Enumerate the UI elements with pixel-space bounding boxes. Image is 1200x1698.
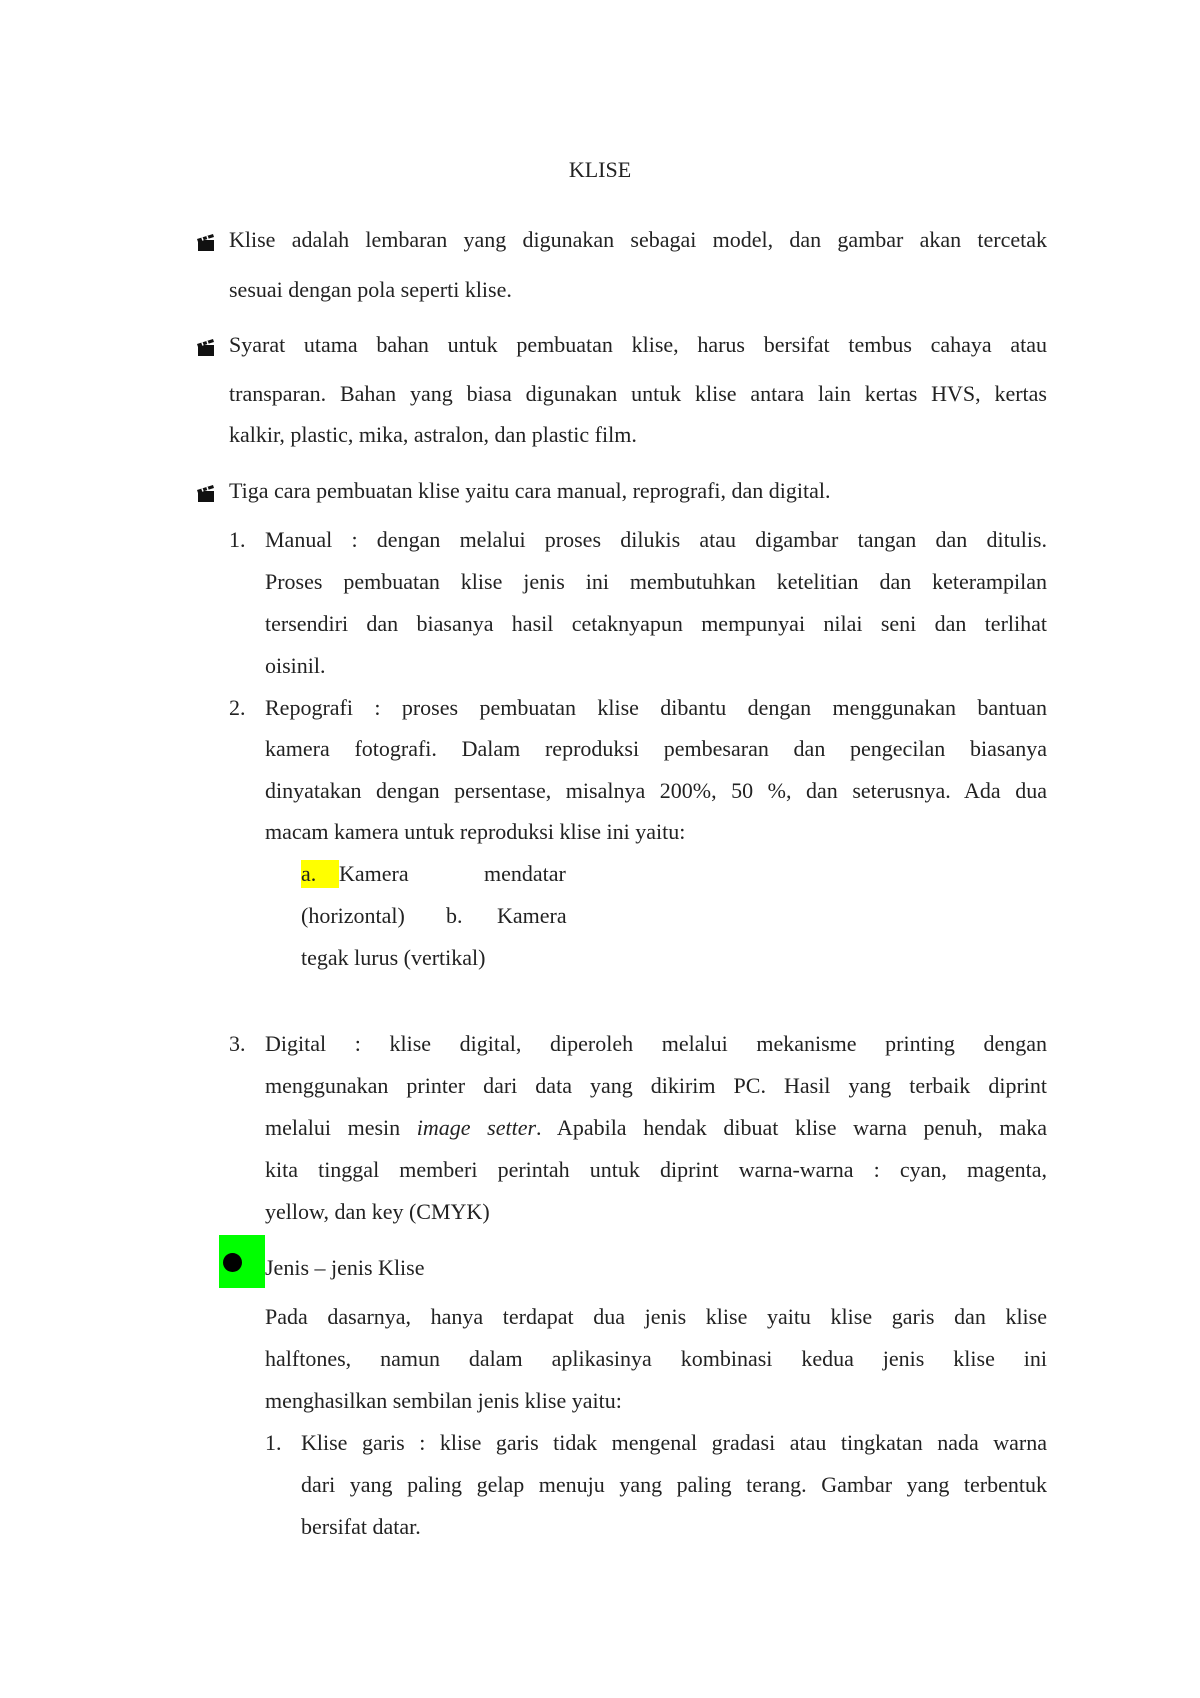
page-title: KLISE xyxy=(568,157,632,182)
method-3-line-3-italic: image setter xyxy=(416,1115,537,1140)
method-2-line-4: macam kamera untuk reproduksi klise ini yaitu: xyxy=(265,819,686,844)
method-1-number: 1. xyxy=(229,527,246,552)
bullet-1-line-1: Klise adalah lembaran yang digunakan sebagai model, dan gambar akan tercetak xyxy=(229,227,1047,252)
clapperboard-icon xyxy=(196,231,216,253)
clapperboard-icon xyxy=(196,482,216,504)
sub-item-b-marker: b. xyxy=(446,903,463,928)
jenis-para-line-2: halftones, namun dalam aplikasinya kombinasi kedua jenis klise ini xyxy=(265,1346,1047,1371)
method-3-number: 3. xyxy=(229,1031,246,1056)
method-1-line-3: tersendiri dan biasanya hasil cetaknyapun mempunyai nilai seni dan terlihat xyxy=(265,611,1047,636)
method-3-line-1: Digital : klise digital, diperoleh melalui mekanisme printing dengan xyxy=(265,1031,1047,1056)
sub-item-b-line: tegak lurus (vertikal) xyxy=(301,945,486,970)
bullet-3-line-1: Tiga cara pembuatan klise yaitu cara manual, reprografi, dan digital. xyxy=(229,478,831,503)
jenis-para-line-1: Pada dasarnya, hanya terdapat dua jenis klise yaitu klise garis dan klise xyxy=(265,1304,1047,1329)
sub-item-a-word-1: Kamera xyxy=(339,861,409,886)
method-3-line-3 xyxy=(265,1114,1047,1142)
jenis-item-1-line-1: Klise garis : klise garis tidak mengenal gradasi atau tingkatan nada warna xyxy=(301,1430,1047,1455)
jenis-heading: Jenis – jenis Klise xyxy=(265,1255,425,1280)
round-bullet-icon xyxy=(223,1253,242,1272)
clapperboard-icon xyxy=(196,336,216,358)
method-2-line-2: kamera fotografi. Dalam reproduksi pembesaran dan pengecilan biasanya xyxy=(265,736,1047,761)
method-3-line-4: kita tinggal memberi perintah untuk diprint warna-warna : cyan, magenta, xyxy=(265,1157,1047,1182)
sub-item-a-word-2: mendatar xyxy=(484,861,566,886)
sub-item-b-word-1: Kamera xyxy=(497,903,567,928)
bullet-2-line-3: kalkir, plastic, mika, astralon, dan plastic film. xyxy=(229,422,637,447)
method-1-line-1: Manual : dengan melalui proses dilukis atau digambar tangan dan ditulis. xyxy=(265,527,1047,552)
method-3-line-3-post: . Apabila hendak dibuat klise warna penuh, maka xyxy=(536,1115,1047,1140)
method-3-line-3-pre: melalui mesin xyxy=(265,1115,417,1140)
method-1-line-2: Proses pembuatan klise jenis ini membutuhkan ketelitian dan keterampilan xyxy=(265,569,1047,594)
sub-item-a-marker: a. xyxy=(301,860,339,888)
jenis-para-line-3: menghasilkan sembilan jenis klise yaitu: xyxy=(265,1388,622,1413)
jenis-item-1-line-2: dari yang paling gelap menuju yang paling terang. Gambar yang terbentuk xyxy=(301,1472,1047,1497)
bullet-2-line-2: transparan. Bahan yang biasa digunakan untuk klise antara lain kertas HVS, kertas xyxy=(229,381,1047,406)
method-3-line-2: menggunakan printer dari data yang dikirim PC. Hasil yang terbaik diprint xyxy=(265,1073,1047,1098)
bullet-2-line-1: Syarat utama bahan untuk pembuatan klise, harus bersifat tembus cahaya atau xyxy=(229,332,1047,357)
method-2-line-3: dinyatakan dengan persentase, misalnya 200%, 50 %, dan seterusnya. Ada dua xyxy=(265,778,1047,803)
method-2-line-1: Repografi : proses pembuatan klise dibantu dengan menggunakan bantuan xyxy=(265,695,1047,720)
jenis-item-1-number: 1. xyxy=(265,1430,282,1455)
method-2-number: 2. xyxy=(229,695,246,720)
method-1-line-4: oisinil. xyxy=(265,653,326,678)
method-3-line-5: yellow, dan key (CMYK) xyxy=(265,1199,490,1224)
bullet-1-line-2: sesuai dengan pola seperti klise. xyxy=(229,277,512,302)
sub-item-a-word-3: (horizontal) xyxy=(301,903,405,928)
jenis-item-1-line-3: bersifat datar. xyxy=(301,1514,421,1539)
